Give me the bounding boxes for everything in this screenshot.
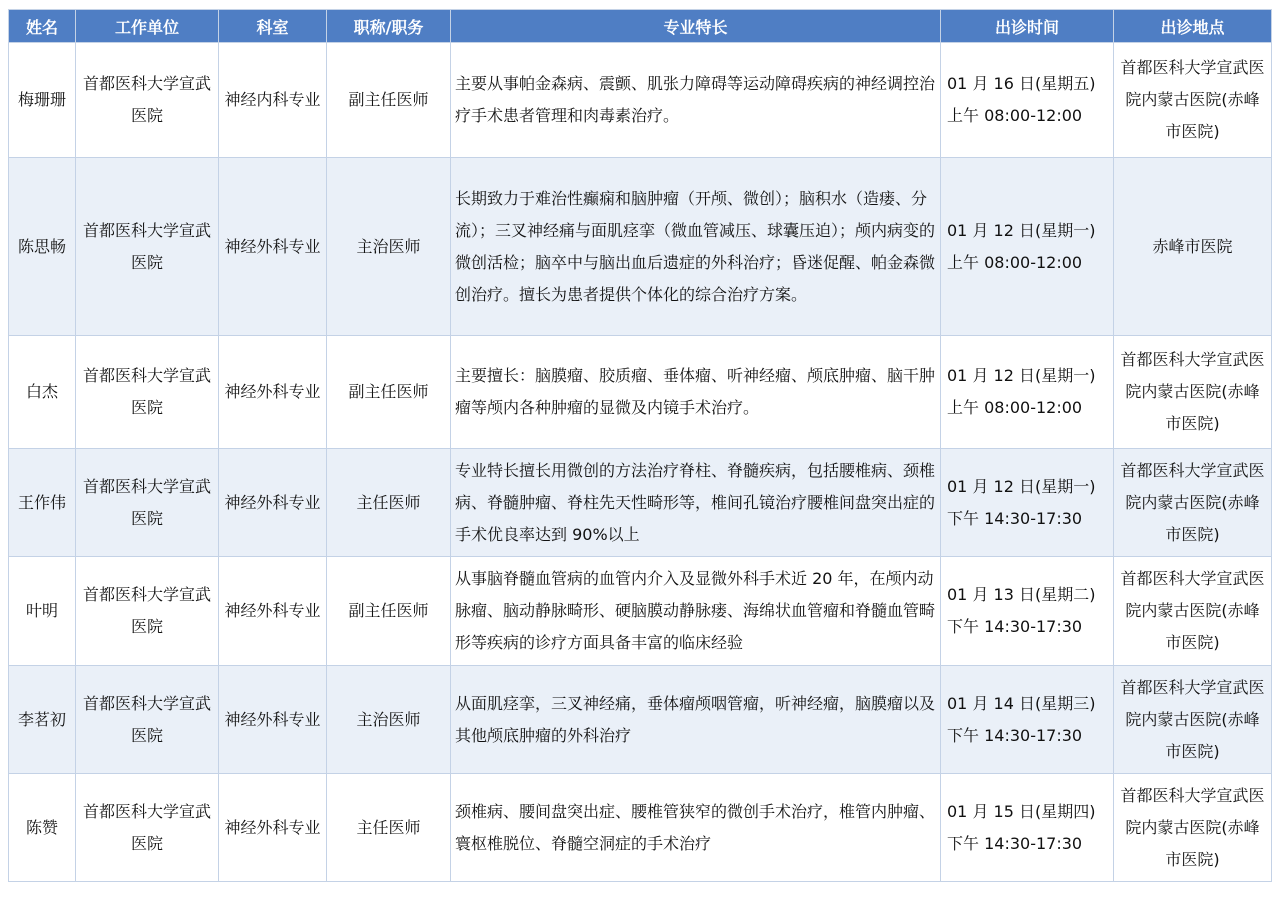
header-row — [9, 10, 1272, 43]
header-time: 出诊时间 — [941, 10, 1114, 43]
table-row — [9, 774, 1272, 882]
department: 神经内科专业 — [219, 43, 327, 158]
clinic-time — [941, 557, 1114, 666]
clinic-date: 01 月 12 日(星期一) — [947, 366, 1096, 385]
department: 神经外科专业 — [219, 666, 327, 774]
clinic-location: 首都医科大学宣武医院内蒙古医院(赤峰市医院) — [1114, 449, 1272, 557]
clinic-date: 01 月 16 日(星期五) — [947, 74, 1096, 93]
clinic-date: 01 月 12 日(星期一) — [947, 220, 1096, 240]
table-row — [9, 666, 1272, 774]
table-row — [9, 557, 1272, 666]
clinic-hours: 下午 14:30-17:30 — [947, 833, 1083, 853]
work-unit: 首都医科大学宣武医院 — [76, 449, 219, 557]
table-row — [9, 43, 1272, 158]
job-title: 主治医师 — [327, 158, 451, 336]
work-unit: 首都医科大学宣武医院 — [76, 43, 219, 158]
department: 神经外科专业 — [219, 774, 327, 882]
department: 神经外科专业 — [219, 449, 327, 557]
clinic-location: 首都医科大学宣武医院内蒙古医院(赤峰市医院) — [1114, 666, 1272, 774]
specialty: 主要擅长：脑膜瘤、胶质瘤、垂体瘤、听神经瘤、颅底肿瘤、脑干肿瘤等颅内各种肿瘤的显微及内镜手术治疗。 — [451, 336, 941, 449]
work-unit: 首都医科大学宣武医院 — [76, 158, 219, 336]
job-title: 主任医师 — [327, 774, 451, 882]
clinic-hours: 上午 08:00-12:00 — [947, 398, 1083, 417]
clinic-hours: 上午 08:00-12:00 — [947, 106, 1083, 125]
header-name: 姓名 — [9, 10, 76, 43]
department: 神经外科专业 — [219, 557, 327, 666]
clinic-hours: 上午 08:00-12:00 — [947, 252, 1083, 272]
clinic-time — [941, 449, 1114, 557]
specialty: 从事脑脊髓血管病的血管内介入及显微外科手术近 20 年，在颅内动脉瘤、脑动静脉畸形、硬脑膜动静脉瘘、海绵状血管瘤和脊髓血管畸形等疾病的诊疗方面具备丰富的临床经验 — [451, 557, 941, 666]
doctor-name: 梅珊珊 — [9, 43, 76, 158]
specialty: 主要从事帕金森病、震颤、肌张力障碍等运动障碍疾病的神经调控治疗手术患者管理和肉毒素治疗。 — [451, 43, 941, 158]
specialty: 从面肌痉挛，三叉神经痛，垂体瘤颅咽管瘤，听神经瘤，脑膜瘤以及其他颅底肿瘤的外科治疗 — [451, 666, 941, 774]
header-specialty: 专业特长 — [451, 10, 941, 43]
specialty: 长期致力于难治性癫痫和脑肿瘤（开颅、微创）；脑积水（造瘘、分流）；三叉神经痛与面肌痉挛（微血管减压、球囊压迫）；颅内病变的微创活检；脑卒中与脑出血后遗症的外科治疗；昏迷促醒、帕金森微创治疗。擅长为患者提供个体化的综合治疗方案。 — [451, 158, 941, 336]
clinic-time — [941, 158, 1114, 336]
clinic-time — [941, 336, 1114, 449]
specialty: 颈椎病、腰间盘突出症、腰椎管狭窄的微创手术治疗，椎管内肿瘤、寰枢椎脱位、脊髓空洞症的手术治疗 — [451, 774, 941, 882]
clinic-location: 赤峰市医院 — [1114, 158, 1272, 336]
header-location: 出诊地点 — [1114, 10, 1272, 43]
clinic-location: 首都医科大学宣武医院内蒙古医院(赤峰市医院) — [1114, 774, 1272, 882]
clinic-date: 01 月 12 日(星期一) — [947, 476, 1096, 496]
table-row — [9, 336, 1272, 449]
department: 神经外科专业 — [219, 336, 327, 449]
clinic-hours: 下午 14:30-17:30 — [947, 508, 1083, 528]
doctor-name: 李茗初 — [9, 666, 76, 774]
job-title: 主任医师 — [327, 449, 451, 557]
work-unit: 首都医科大学宣武医院 — [76, 666, 219, 774]
clinic-date: 01 月 13 日(星期二) — [947, 585, 1096, 604]
doctor-name: 白杰 — [9, 336, 76, 449]
department: 神经外科专业 — [219, 158, 327, 336]
schedule-table — [8, 9, 1272, 882]
specialty: 专业特长擅长用微创的方法治疗脊柱、脊髓疾病，包括腰椎病、颈椎病、脊髓肿瘤、脊柱先天性畸形等，椎间孔镜治疗腰椎间盘突出症的手术优良率达到 90%以上 — [451, 449, 941, 557]
clinic-location: 首都医科大学宣武医院内蒙古医院(赤峰市医院) — [1114, 43, 1272, 158]
doctor-name: 陈赞 — [9, 774, 76, 882]
clinic-date: 01 月 15 日(星期四) — [947, 801, 1096, 821]
doctor-name: 陈思畅 — [9, 158, 76, 336]
job-title: 副主任医师 — [327, 557, 451, 666]
table-row — [9, 158, 1272, 336]
clinic-location: 首都医科大学宣武医院内蒙古医院(赤峰市医院) — [1114, 557, 1272, 666]
clinic-time — [941, 774, 1114, 882]
job-title: 副主任医师 — [327, 43, 451, 158]
clinic-time — [941, 666, 1114, 774]
job-title: 主治医师 — [327, 666, 451, 774]
clinic-date: 01 月 14 日(星期三) — [947, 693, 1096, 713]
table-row — [9, 449, 1272, 557]
work-unit: 首都医科大学宣武医院 — [76, 336, 219, 449]
clinic-hours: 下午 14:30-17:30 — [947, 617, 1083, 636]
clinic-location: 首都医科大学宣武医院内蒙古医院(赤峰市医院) — [1114, 336, 1272, 449]
clinic-time — [941, 43, 1114, 158]
doctor-name: 叶明 — [9, 557, 76, 666]
work-unit: 首都医科大学宣武医院 — [76, 557, 219, 666]
header-dept: 科室 — [219, 10, 327, 43]
doctor-name: 王作伟 — [9, 449, 76, 557]
clinic-hours: 下午 14:30-17:30 — [947, 725, 1083, 745]
header-title: 职称/职务 — [327, 10, 451, 43]
job-title: 副主任医师 — [327, 336, 451, 449]
work-unit: 首都医科大学宣武医院 — [76, 774, 219, 882]
header-unit: 工作单位 — [76, 10, 219, 43]
